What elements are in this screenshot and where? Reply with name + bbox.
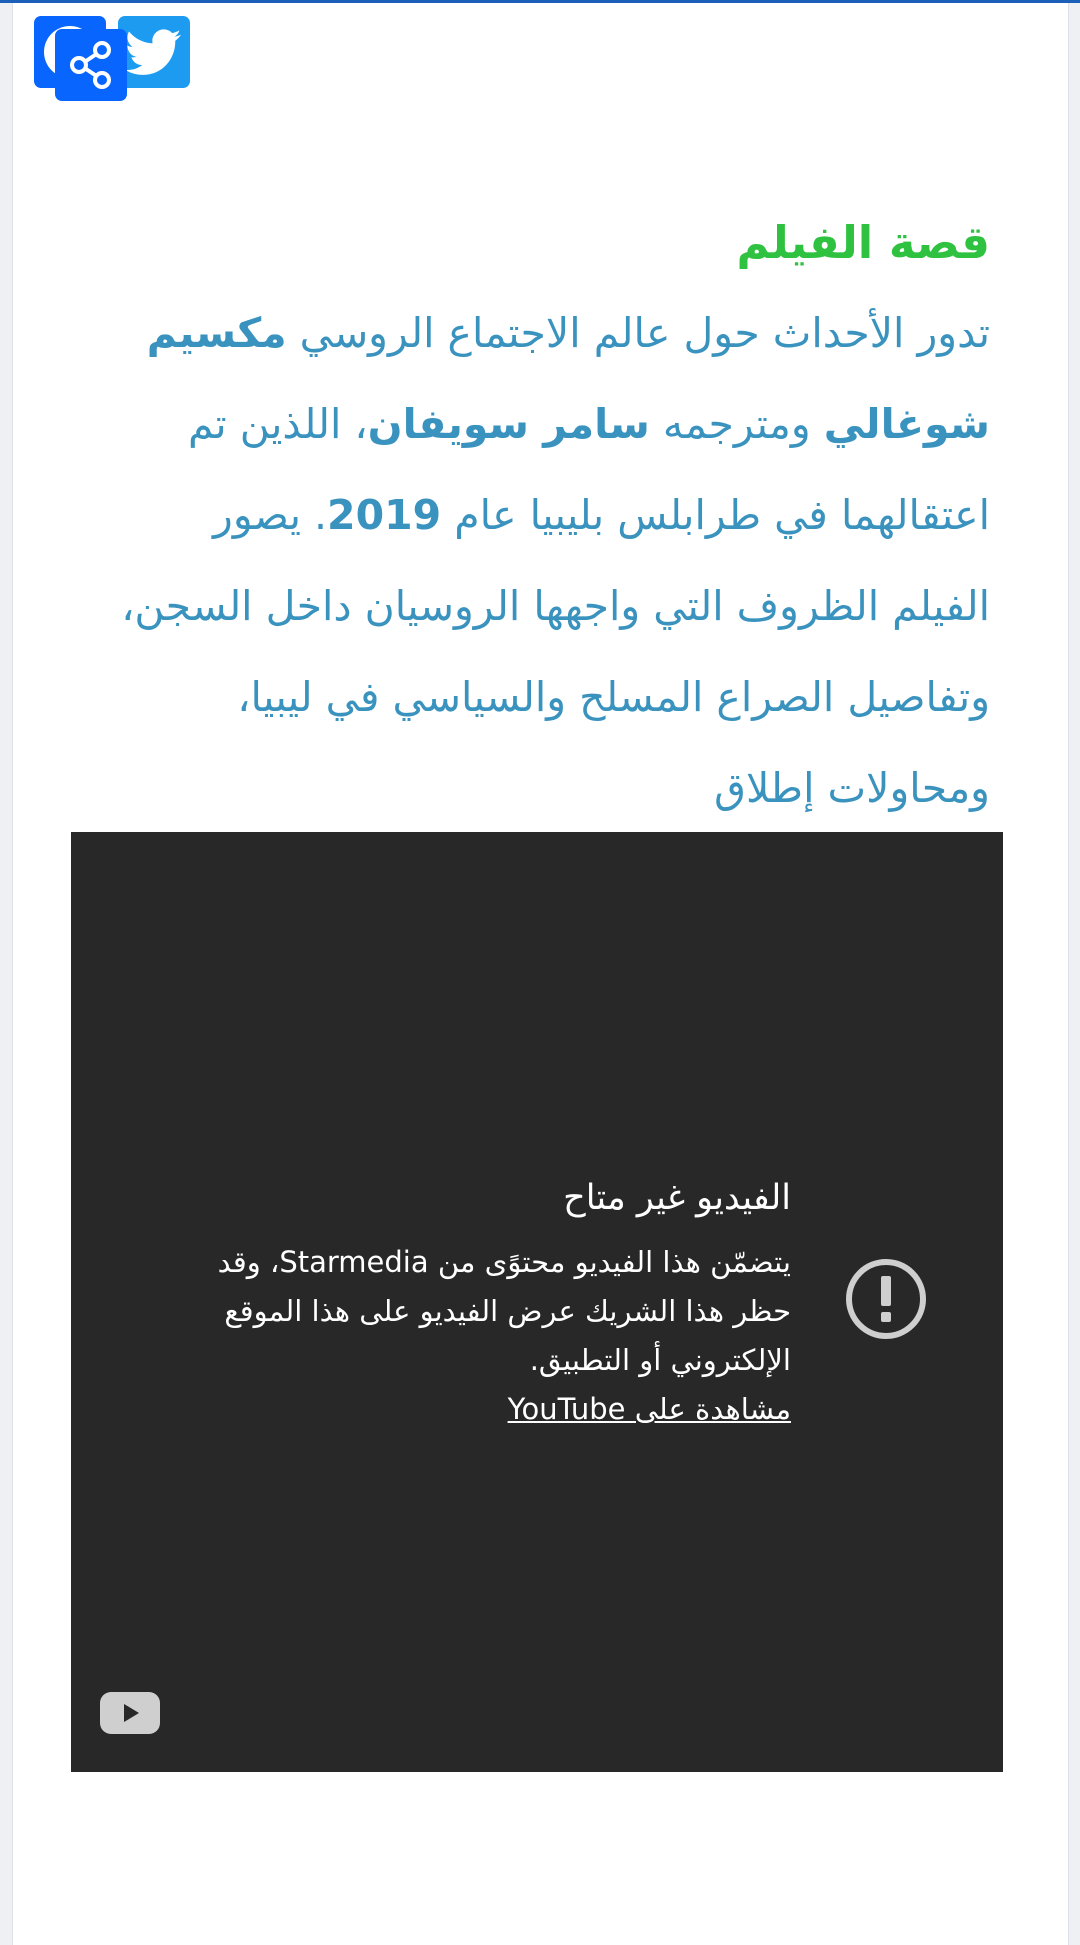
- video-unavailable-title: الفيديو غير متاح: [563, 1178, 791, 1218]
- story-paragraph: [103, 288, 990, 812]
- watch-on-youtube-link[interactable]: مشاهدة على YouTube: [507, 1392, 791, 1426]
- video-unavailable-description: يتضمّن هذا الفيديو محتوًى من Starmedia، وقد حظر هذا الشريك عرض الفيديو على هذا الموقع الإلكتروني أو التطبيق.: [217, 1245, 791, 1377]
- story-section: [103, 198, 990, 812]
- story-title: قصة الفيلم: [736, 216, 990, 269]
- video-embed[interactable]: [71, 832, 1003, 1772]
- story-text-part: ، اللذين تم اعتقالهما في طرابلس بليبيا عام: [188, 400, 990, 539]
- story-text-part: تدور الأحداث حول عالم الاجتماع الروسي: [286, 309, 990, 357]
- alert-circle-icon: [846, 1259, 926, 1339]
- twitter-icon: [126, 24, 182, 80]
- story-bold-name: مكسيم شوغالي: [146, 309, 990, 448]
- share-icon: [63, 37, 119, 93]
- generic-share-button[interactable]: [55, 29, 127, 101]
- youtube-icon[interactable]: [100, 1692, 160, 1734]
- twitter-share-button[interactable]: [118, 16, 190, 88]
- story-text-part: . يصور الفيلم الظروف التي واجهها الروسيان داخل السجن، وتفاصيل الصراع المسلح والسياسي في ليبيا، ومحاولات إطلاق: [121, 491, 990, 812]
- story-bold-name: سامر سويفان: [367, 400, 650, 448]
- story-bold-year: 2019: [327, 491, 442, 539]
- story-text-part: ومترجمه: [649, 400, 824, 448]
- article-page: [12, 3, 1069, 1945]
- share-bar: [34, 16, 190, 88]
- video-unavailable-message: [161, 1172, 791, 1434]
